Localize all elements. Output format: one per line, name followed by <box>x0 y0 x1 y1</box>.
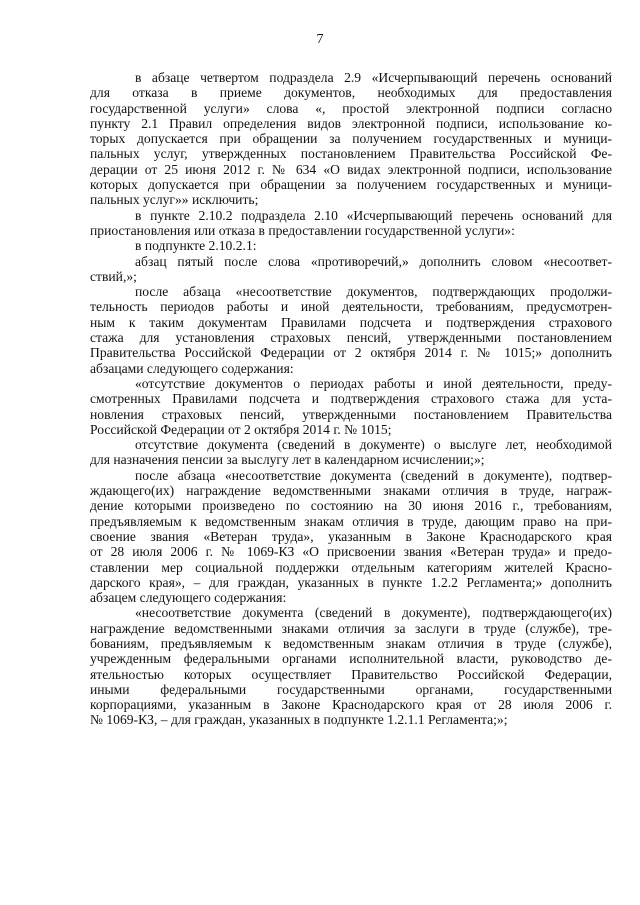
paragraph-line: которых допускается при обращении за получением государственных и муници- <box>90 177 612 193</box>
paragraph-line: в подпункте 2.10.2.1: <box>135 238 257 254</box>
paragraph <box>90 376 612 437</box>
paragraph-line: для отказа в приеме документов, необходимых для предоставления <box>90 85 612 101</box>
paragraph-line: для назначения пенсии за выслугу лет в календарном исчислении;»; <box>90 452 485 468</box>
paragraph-line: отсутствие документа (сведений в документе) о выслуге лет, необходимой <box>135 437 612 453</box>
paragraph-line: ным к таким документам Правилами подсчета и подтверждения страхового <box>90 314 612 330</box>
paragraph-line: «отсутствие документов о периодах работы и иной деятельности, преду- <box>135 375 612 391</box>
paragraph-line: пальных услуг»» исключить; <box>90 192 259 208</box>
paragraph-line: дарского края», – для граждан, указанных в пункте 1.2.2 Регламента;» дополнить <box>90 574 612 590</box>
paragraph-line: абзац пятый после слова «противоречий,» дополнить словом «несоответ- <box>135 253 612 269</box>
paragraph <box>90 70 612 208</box>
paragraph-line: пункту 2.1 Правил определения видов электронной подписи, использование ко- <box>90 115 612 131</box>
paragraph-line: смотренных Правилами подсчета и подтверждения страхового стажа для уста- <box>90 391 612 407</box>
paragraph-line: своение звания «Ветеран труда», указанным в Законе Краснодарского края <box>90 528 612 544</box>
paragraph-line: бованиям, предъявляемым к ведомственным знакам отличия в труде (службе), <box>90 635 612 651</box>
paragraph-line: «несоответствие документа (сведений в документе), подтверждающего(их) <box>135 605 612 621</box>
paragraph-line: Российской Федерации от 2 октября 2014 г. № 1015; <box>90 421 392 437</box>
paragraph-line: в абзаце четвертом подраздела 2.9 «Исчерпывающий перечень оснований <box>135 70 612 85</box>
paragraph <box>90 208 612 239</box>
paragraph-line: абзацами следующего содержания: <box>90 360 294 376</box>
paragraph <box>90 605 612 727</box>
paragraph-line: в пункте 2.10.2 подраздела 2.10 «Исчерпывающий перечень оснований для <box>135 207 612 223</box>
document-body <box>90 70 612 728</box>
paragraph-line: ждающего(их) награждение ведомственными знаками отличия в труде, награж- <box>90 483 612 499</box>
paragraph-line: ятельностью которых осуществляет Правительство Российской Федерации, <box>90 666 612 682</box>
paragraph <box>90 468 612 606</box>
paragraph-line: тельность периодов работы и иной деятельности, требованиям, предусмотрен- <box>90 299 612 315</box>
paragraph-line: ствий,»; <box>90 268 137 284</box>
paragraph-line: от 28 июля 2006 г. № 1069-КЗ «О присвоении звания «Ветеран труда» и предо- <box>90 544 612 560</box>
page-number: 7 <box>316 32 324 47</box>
paragraph-line: после абзаца «несоответствие документов, подтверждающих продолжи- <box>135 284 612 300</box>
paragraph-line: торых допускается при обращении за получением государственных и муници- <box>90 131 612 147</box>
paragraph-line: после абзаца «несоответствие документа (сведений в документе), подтвер- <box>135 467 612 483</box>
paragraph-line: дение которыми произведено по состоянию на 30 июня 2016 г., требованиям, <box>90 498 612 514</box>
paragraph <box>90 254 612 285</box>
paragraph-line: приостановления или отказа в предоставлении государственной услуги»: <box>90 222 515 238</box>
paragraph <box>90 437 612 468</box>
paragraph-line: № 1069-КЗ, – для граждан, указанных в подпункте 1.2.1.1 Регламента;»; <box>90 712 508 728</box>
paragraph-line: государственной услуги» слова «, простой электронной подписи согласно <box>90 100 612 116</box>
paragraph <box>90 238 612 253</box>
paragraph-line: ставлении мер социальной поддержки отдельным категориям жителей Красно- <box>90 559 612 575</box>
paragraph-line: стажа для установления страховых пенсий, утвержденными постановлением <box>90 330 612 346</box>
paragraph-line: корпорациями, указанным в Законе Краснодарского края от 28 июля 2006 г. <box>90 697 612 713</box>
paragraph-line: пальных услуг, утвержденных постановлением Правительства Российской Фе- <box>90 146 612 162</box>
paragraph-line: предъявляемым к ведомственным знакам отличия в труде, дающим право на при- <box>90 513 612 529</box>
paragraph <box>90 284 612 376</box>
paragraph-line: иными федеральными государственными органами, государственными <box>90 681 612 697</box>
paragraph-line: дерации от 25 июня 2012 г. № 634 «О видах электронной подписи, использование <box>90 161 612 177</box>
paragraph-line: учрежденным федеральными органами исполнительной власти, руководство де- <box>90 651 612 667</box>
paragraph-line: награждение ведомственными знаками отличия за заслуги в труде (службе), тре- <box>90 620 612 636</box>
paragraph-line: новления страховых пенсий, утвержденными постановлением Правительства <box>90 406 612 422</box>
paragraph-line: абзацем следующего содержания: <box>90 590 287 606</box>
paragraph-line: Правительства Российской Федерации от 2 октября 2014 г. № 1015;» дополнить <box>90 345 612 361</box>
